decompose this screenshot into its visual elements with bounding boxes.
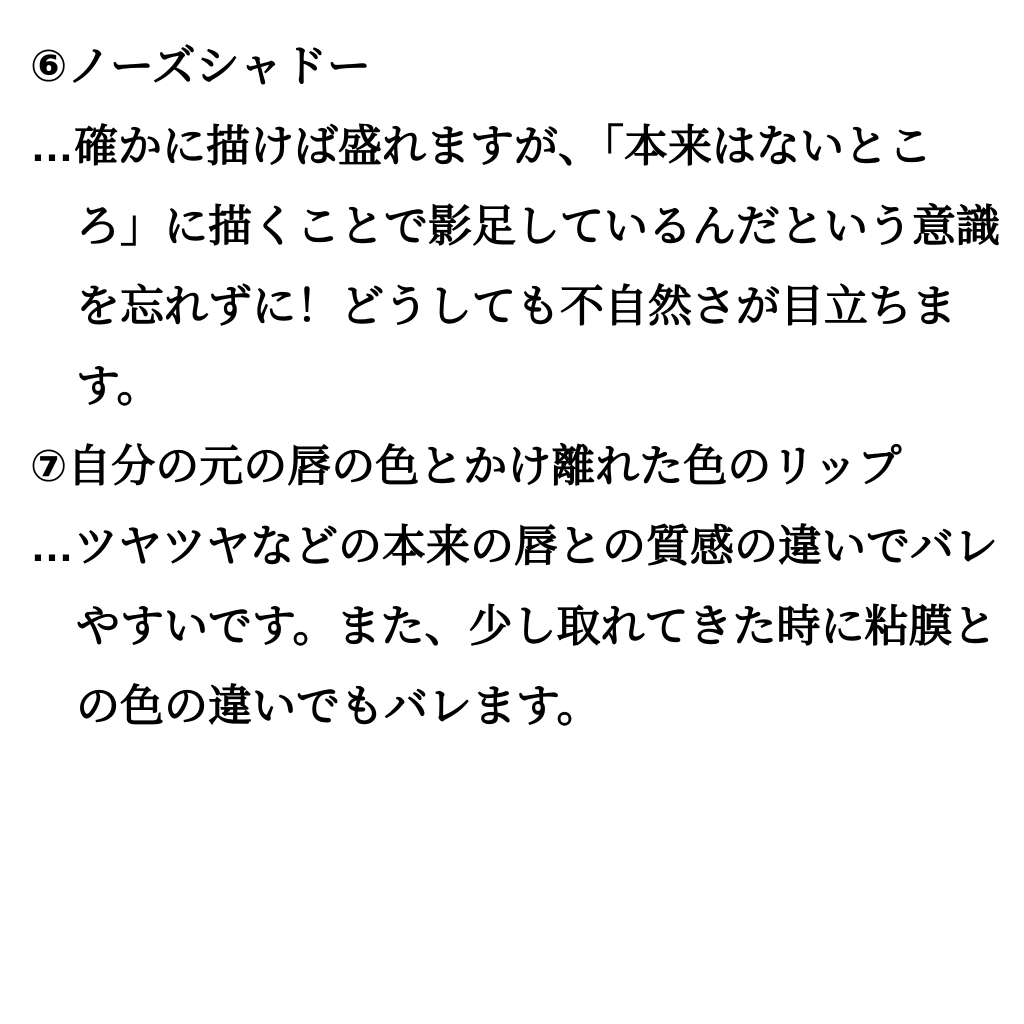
item7-body-line-2: やすいです。また、少し取れてきた時に粘膜と [76, 602, 997, 651]
item7-body-line-1: …ツヤツヤなどの本来の唇との質感の違いでバレ [30, 522, 998, 571]
item6-body-line-1: …確かに描けば盛れますが、「本来はないとこ [30, 122, 932, 171]
item6-body-line-3: を忘れずに！どうしても不自然さが目立ちま [76, 282, 956, 331]
item7-title: ⑦自分の元の唇の色とかけ離れた色のリップ [30, 442, 902, 491]
item7-body-line-3: の色の違いでもバレます。 [76, 682, 601, 731]
makeup-tips-text [30, 27, 1014, 747]
item6-title: ⑥ノーズシャドー [30, 42, 371, 91]
item6-body-line-2: ろ」に描くことで影足しているんだという意識 [76, 202, 1000, 251]
item6-body-line-4: す。 [76, 362, 161, 411]
